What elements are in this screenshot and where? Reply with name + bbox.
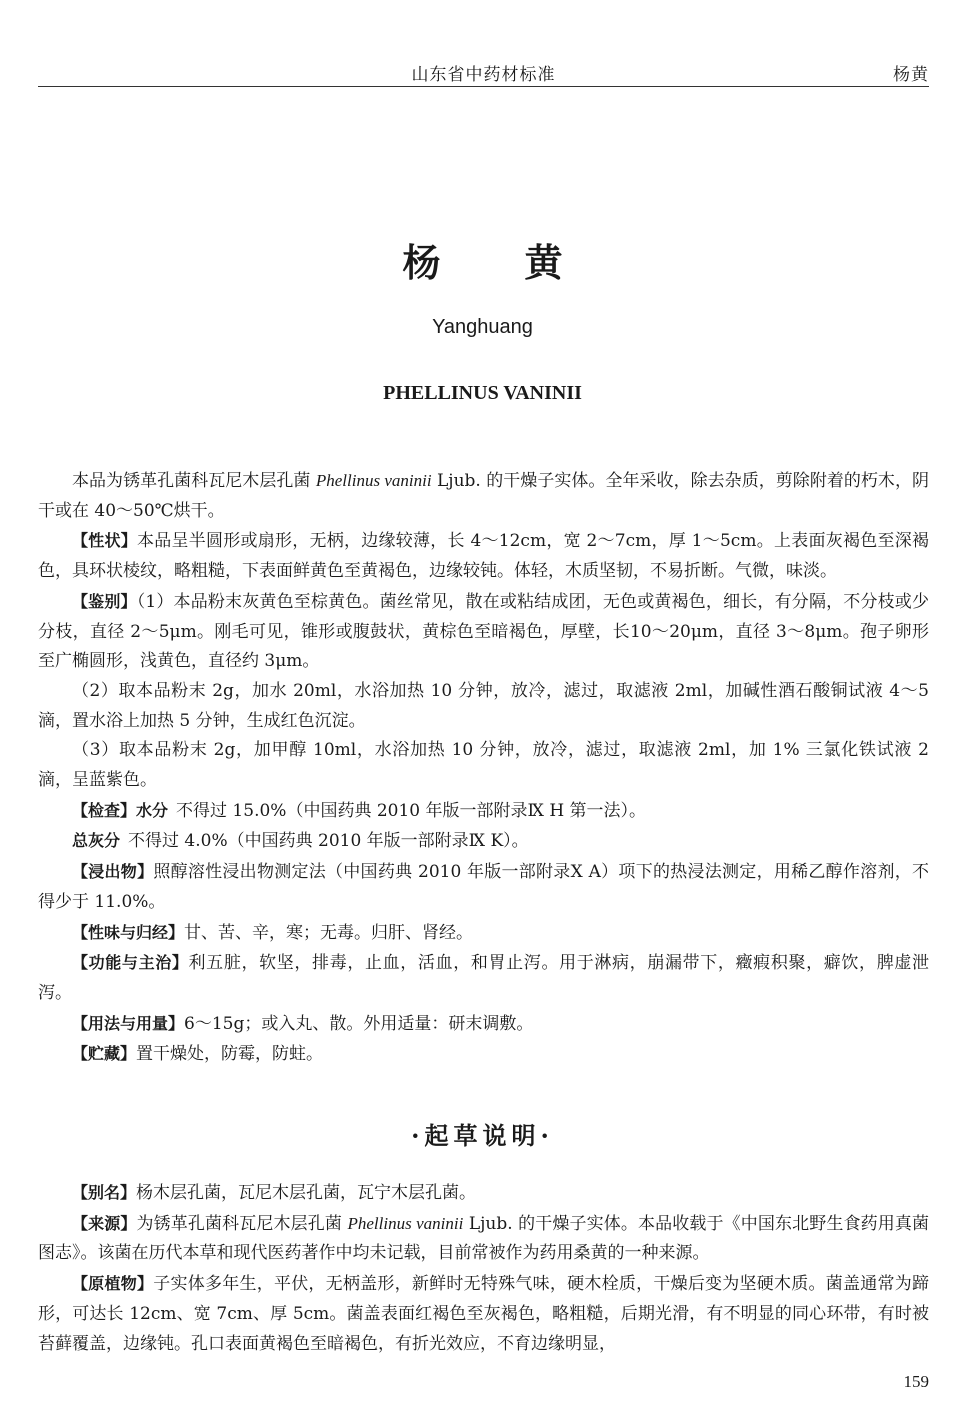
label-bieming: 【别名】 xyxy=(72,1183,137,1202)
section-jianbie: 【鉴别】（1）本品粉末灰黄色至棕黄色。菌丝常见，散在或粘结成团，无色或黄褐色，细长，有分隔，不分枝或少分枝，直径 2～5μm。刚毛可见，锥形或腹鼓状，黄棕色至暗褐色，厚壁，长10～20μm，直径 3～8μm。孢子卵形至广椭圆形，浅黄色，直径约 3μm。 xyxy=(38,591,929,672)
drafting-notes-heading: ·起草说明· xyxy=(411,1121,554,1150)
page-title xyxy=(0,232,965,287)
intro-paragraph: 本品为锈革孔菌科瓦尼木层孔菌 Phellinus vaninii Ljub. 的干燥子实体。全年采收，除去杂质，剪除附着的朽木，阴干或在 40～50℃烘干。 xyxy=(38,471,929,521)
label-zhucang: 【贮藏】 xyxy=(72,1044,137,1064)
section-zhucang: 【贮藏】置干燥处，防霉，防蛀。 xyxy=(72,1044,324,1065)
jiancha-total-ash: 总灰分 不得过 4.0%（中国药典 2010 年版一部附录Ⅸ K）。 xyxy=(72,831,529,852)
section-laiyuan: 【来源】为锈革孔菌科瓦尼木层孔菌 Phellinus vaninii Ljub. 的干燥子实体。本品收载于《中国东北野生食药用真菌图志》。该菌在历代本草和现代医药著作中均未记载，目前常被作为药用桑黄的一种来源。 xyxy=(38,1213,929,1264)
pinyin-name: Yanghuang xyxy=(432,316,533,338)
page-number: 159 xyxy=(903,1372,929,1391)
section-xingwei: 【性味与归经】甘、苦、辛，寒；无毒。归肝、肾经。 xyxy=(72,922,474,943)
header-entry-name: 杨黄 xyxy=(893,65,929,85)
section-bieming: 【别名】杨木层孔菌，瓦尼木层孔菌，瓦宁木层孔菌。 xyxy=(72,1183,477,1203)
jianbie-test-2: （2）取本品粉末 2g，加水 20ml，水浴加热 10 分钟，放冷，滤过，取滤液 2ml，加碱性酒石酸铜试液 4～5 滴，置水浴上加热 5 分钟，生成红色沉淀。 xyxy=(38,680,929,731)
species-name: Phellinus vaninii xyxy=(347,1213,464,1233)
label-laiyuan: 【来源】 xyxy=(72,1213,137,1233)
label-gongneng: 【功能与主治】 xyxy=(72,953,189,973)
section-jiancha: 【检查】水分 不得过 15.0%（中国药典 2010 年版一部附录Ⅸ H 第一法）。 xyxy=(72,800,647,821)
jianbie-test-3: （3）取本品粉末 2g，加甲醇 10ml，水浴加热 10 分钟，放冷，滤过，取滤液 2ml，加 1% 三氯化铁试液 2 滴，呈蓝紫色。 xyxy=(38,740,929,791)
monograph-body xyxy=(38,466,929,1070)
label-yuanzhiwu: 【原植物】 xyxy=(72,1274,154,1294)
label-xingwei: 【性味与归经】 xyxy=(72,922,185,942)
sublabel-total-ash: 总灰分 xyxy=(72,831,121,851)
drafting-notes-body xyxy=(38,1178,929,1359)
header-book-title: 山东省中药材标准 xyxy=(411,65,556,85)
sublabel-moisture: 水分 xyxy=(136,800,169,820)
title-char-1: 杨 xyxy=(402,240,441,285)
latin-name: PHELLINUS VANINII xyxy=(383,382,582,404)
label-yongfa: 【用法与用量】 xyxy=(72,1013,185,1033)
section-xingzhuang: 【性状】本品呈半圆形或扇形，无柄，边缘较薄，长 4～12cm，宽 2～7cm，厚 1～5cm。上表面灰褐色至深褐色，具环状棱纹，略粗糙，下表面鲜黄色至黄褐色，边缘较钝。体轻，木质坚韧，不易折断。气微，味淡。 xyxy=(38,531,929,582)
section-jinchuwu: 【浸出物】照醇溶性浸出物测定法（中国药典 2010 年版一部附录Ⅹ A）项下的热浸法测定，用稀乙醇作溶剂，不得少于 11.0%。 xyxy=(38,862,929,912)
section-gongneng: 【功能与主治】利五脏，软坚，排毒，止血，活血，和胃止泻。用于淋病，崩漏带下，癥瘕积聚，癖饮，脾虚泄泻。 xyxy=(38,953,929,1003)
running-header xyxy=(38,58,929,87)
label-jiancha: 【检查】 xyxy=(72,800,137,820)
section-yongfa: 【用法与用量】6～15g；或入丸、散。外用适量：研末调敷。 xyxy=(72,1013,534,1034)
label-xingzhuang: 【性状】 xyxy=(72,531,138,551)
section-yuanzhiwu: 【原植物】子实体多年生，平伏，无柄盖形，新鲜时无特殊气味，硬木栓质，干燥后变为坚硬木质。菌盖通常为蹄形，可达长 12cm、宽 7cm、厚 5cm。菌盖表面红褐色至灰褐色，略粗糙，后期光滑，有不明显的同心环带，有时被苔藓覆盖，边缘钝。孔口表面黄褐色至暗褐色，有折光效应，不育边缘明显， xyxy=(38,1274,929,1354)
species-name: Phellinus vaninii xyxy=(315,471,432,490)
title-char-2: 黄 xyxy=(524,240,563,285)
label-jianbie: 【鉴别】 xyxy=(72,591,137,611)
label-jinchuwu: 【浸出物】 xyxy=(72,862,154,882)
